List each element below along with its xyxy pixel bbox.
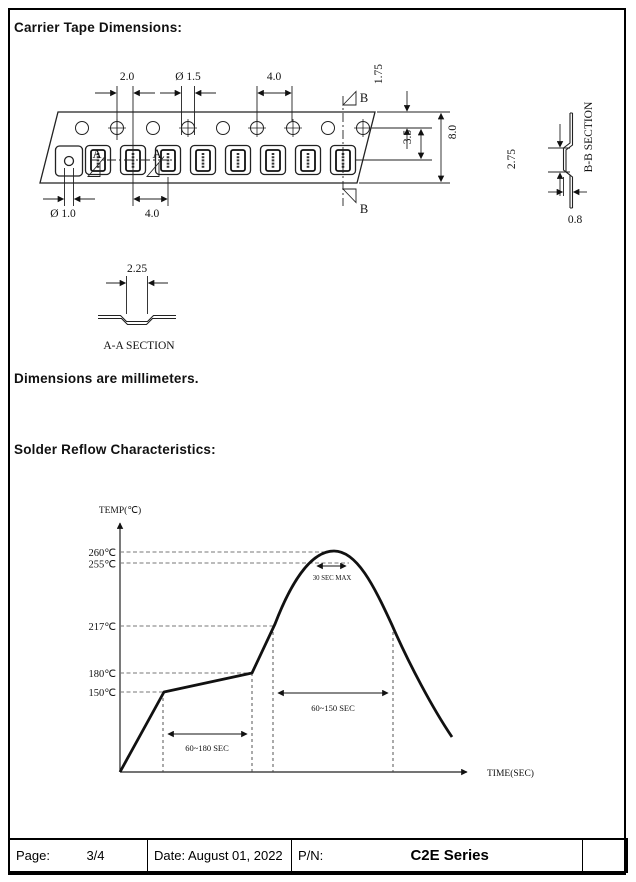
annotation-arrows bbox=[168, 566, 388, 734]
aa-section-title: A-A SECTION bbox=[103, 340, 175, 352]
section-b-label-top: B bbox=[359, 91, 369, 105]
footer-cell-date bbox=[148, 840, 292, 871]
bb-section-drawing bbox=[548, 113, 587, 208]
pn-label: P/N: bbox=[298, 848, 324, 863]
sprocket-holes bbox=[76, 119, 373, 137]
footer-table bbox=[8, 838, 628, 873]
reflow-chart bbox=[88, 505, 534, 779]
dim-2_0: 2.0 bbox=[119, 71, 135, 83]
tape-dimension-labels bbox=[50, 64, 459, 220]
section-b-flag-bottom bbox=[343, 189, 356, 203]
page-number: 3/4 bbox=[86, 848, 105, 863]
date-value: Date: August 01, 2022 bbox=[154, 848, 283, 863]
footer-cell-page bbox=[10, 840, 148, 871]
dim-4_0-bottom: 4.0 bbox=[144, 208, 160, 220]
annotation-60-180: 60~180 SEC bbox=[185, 743, 229, 753]
aa-section-drawing bbox=[98, 276, 176, 325]
x-axis-title: TIME(SEC) bbox=[487, 769, 534, 779]
ytick-217: 217℃ bbox=[88, 622, 116, 633]
section-title-carrier-tape: Carrier Tape Dimensions: bbox=[14, 20, 183, 35]
aa-section-labels bbox=[103, 263, 175, 352]
section-b-flag-top bbox=[343, 92, 356, 106]
dim-pocket-hole-dia: Ø 1.0 bbox=[50, 208, 76, 220]
page-label: Page: bbox=[16, 848, 50, 863]
dim-hole-dia: Ø 1.5 bbox=[175, 71, 201, 83]
dim-2_75: 2.75 bbox=[506, 148, 518, 170]
dim-4_0-top: 4.0 bbox=[266, 71, 282, 83]
ytick-260: 260℃ bbox=[88, 548, 116, 559]
dim-0_8: 0.8 bbox=[567, 214, 583, 226]
ytick-255: 255℃ bbox=[88, 559, 116, 571]
section-cut-lines bbox=[88, 92, 356, 207]
dim-1_75: 1.75 bbox=[373, 63, 385, 85]
dim-8_0: 8.0 bbox=[447, 124, 459, 140]
ytick-150: 150℃ bbox=[88, 688, 116, 699]
footer-cell-pn bbox=[292, 840, 583, 871]
carrier-tape-drawing bbox=[40, 86, 450, 206]
bb-section-title: B-B SECTION bbox=[583, 101, 595, 173]
bb-section-labels bbox=[506, 101, 595, 226]
section-b-label-bottom: B bbox=[359, 202, 369, 216]
annotation-30sec: 30 SEC MAX bbox=[312, 575, 352, 582]
y-axis-title: TEMP(℃) bbox=[98, 506, 142, 516]
temp-gridlines bbox=[120, 552, 349, 692]
section-title-solder-reflow: Solder Reflow Characteristics: bbox=[14, 442, 216, 457]
pn-value: C2E Series bbox=[410, 847, 489, 864]
section-a-label-2: A bbox=[152, 147, 162, 161]
ytick-180: 180℃ bbox=[88, 669, 116, 680]
reflow-profile-curve bbox=[120, 551, 452, 772]
section-a-label-1: A bbox=[92, 147, 102, 161]
dim-3_5: 3.5 bbox=[402, 129, 414, 145]
footer-cell-empty bbox=[583, 840, 626, 871]
units-note: Dimensions are millimeters. bbox=[14, 371, 199, 386]
dim-2_25: 2.25 bbox=[126, 263, 148, 275]
annotation-60-150: 60~150 SEC bbox=[311, 703, 355, 713]
leader-pocket bbox=[56, 146, 83, 176]
